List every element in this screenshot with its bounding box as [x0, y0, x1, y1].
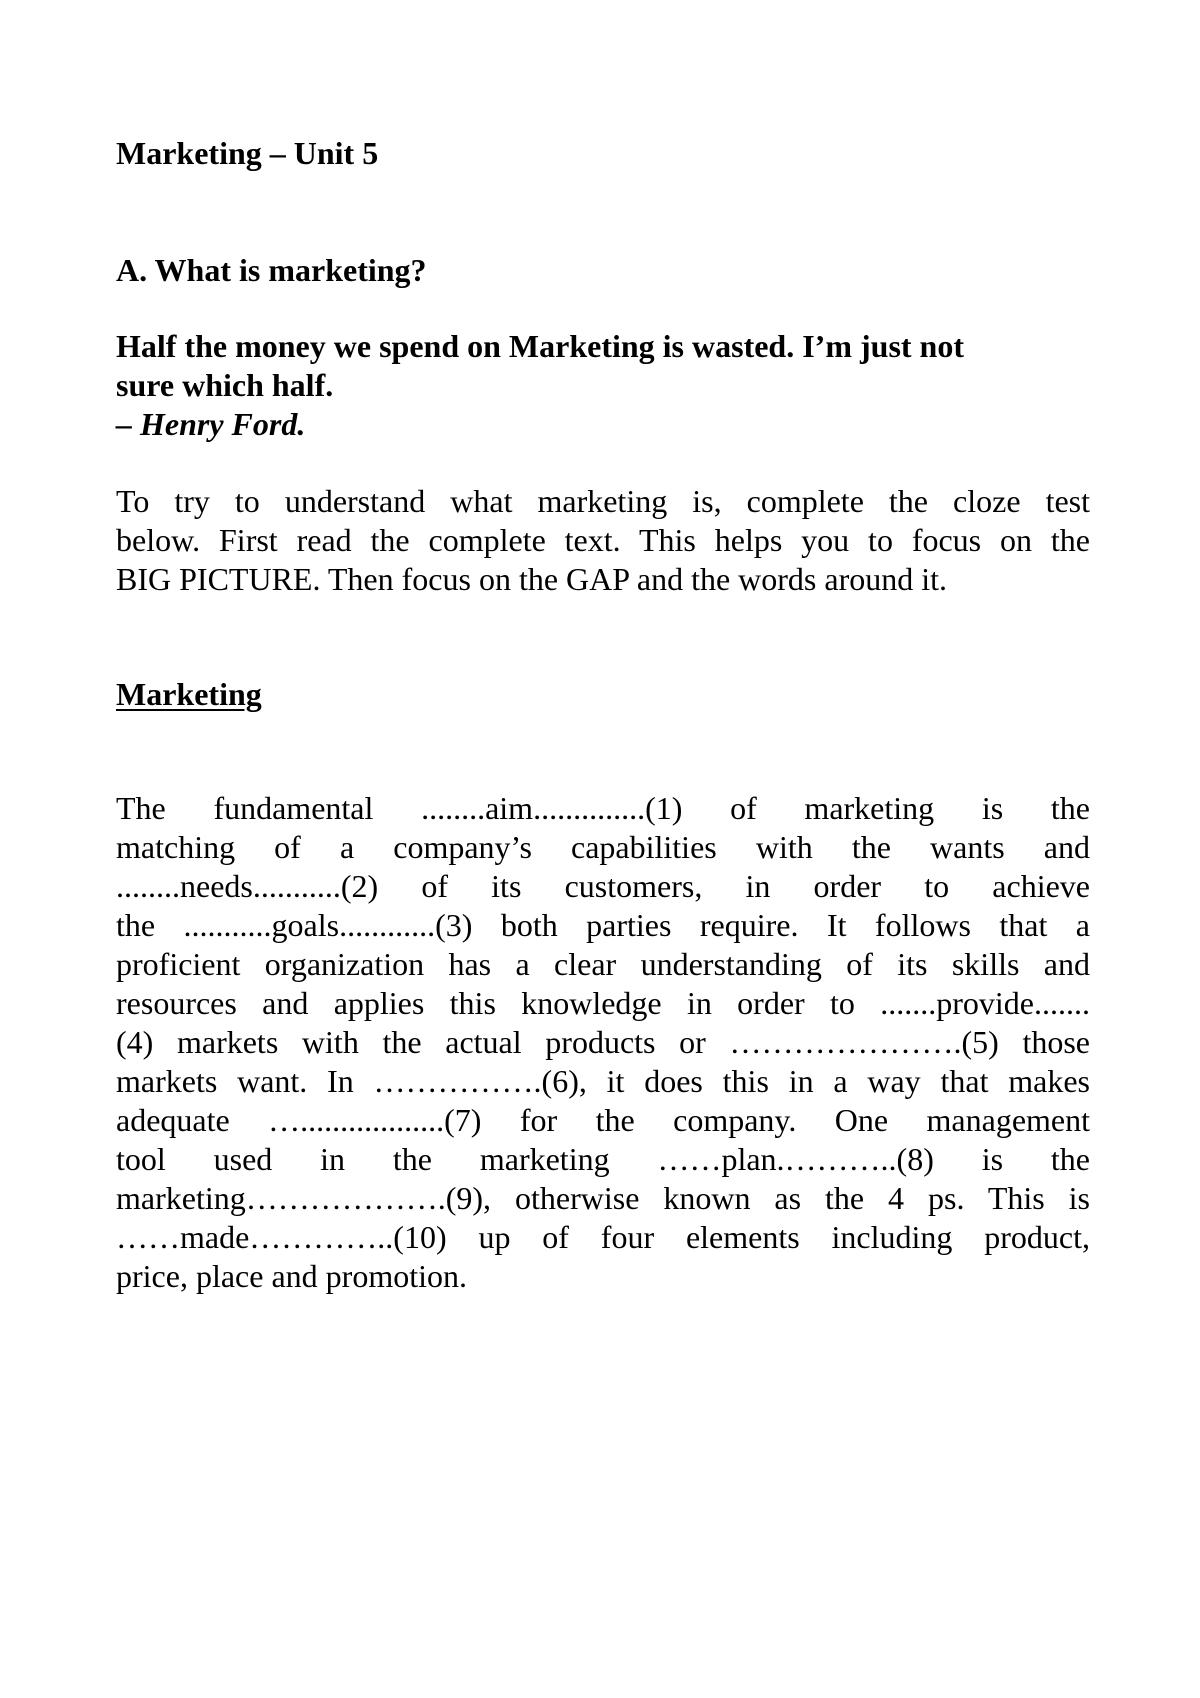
passage-line-13: price, place and promotion. — [116, 1258, 467, 1294]
passage-line-6: resources and applies this knowledge in order to .......provide....... — [116, 985, 1090, 1021]
unit-title: Marketing – Unit 5 — [116, 135, 379, 171]
passage-line-5: proficient organization has a clear understanding of its skills and — [116, 946, 1090, 982]
passage-line-2: matching of a company’s capabilities with the wants and — [116, 829, 1090, 865]
quote-line-1: Half the money we spend on Marketing is wasted. I’m just not — [116, 328, 964, 364]
passage-line-4: the ...........goals............(3) both parties require. It follows that a — [116, 907, 1090, 943]
section-heading: A. What is marketing? — [116, 252, 427, 288]
instructions-line-2: below. First read the complete text. This helps you to focus on the — [116, 522, 1090, 558]
passage-title: Marketing — [116, 676, 262, 712]
instructions-line-1: To try to understand what marketing is, complete the cloze test — [116, 483, 1090, 519]
instructions-line-3: BIG PICTURE. Then focus on the GAP and the words around it. — [116, 561, 948, 597]
passage-line-7: (4) markets with the actual products or ………………….(5) those — [116, 1024, 1090, 1060]
passage-line-1: The fundamental ........aim..............(1) of marketing is the — [116, 790, 1090, 826]
passage-line-11: marketing……………….(9), otherwise known as the 4 ps. This is — [116, 1180, 1090, 1216]
passage-line-9: adequate …..................(7) for the company. One management — [116, 1102, 1090, 1138]
passage-line-8: markets want. In …………….(6), it does this in a way that makes — [116, 1063, 1090, 1099]
passage-line-3: ........needs...........(2) of its customers, in order to achieve — [116, 868, 1090, 904]
quote-author: – Henry Ford. — [116, 406, 306, 442]
quote-line-2: sure which half. — [116, 367, 334, 403]
passage-line-12: ……made…………..(10) up of four elements including product, — [116, 1219, 1090, 1255]
passage-line-10: tool used in the marketing ……plan.………..(8) is the — [116, 1141, 1090, 1177]
